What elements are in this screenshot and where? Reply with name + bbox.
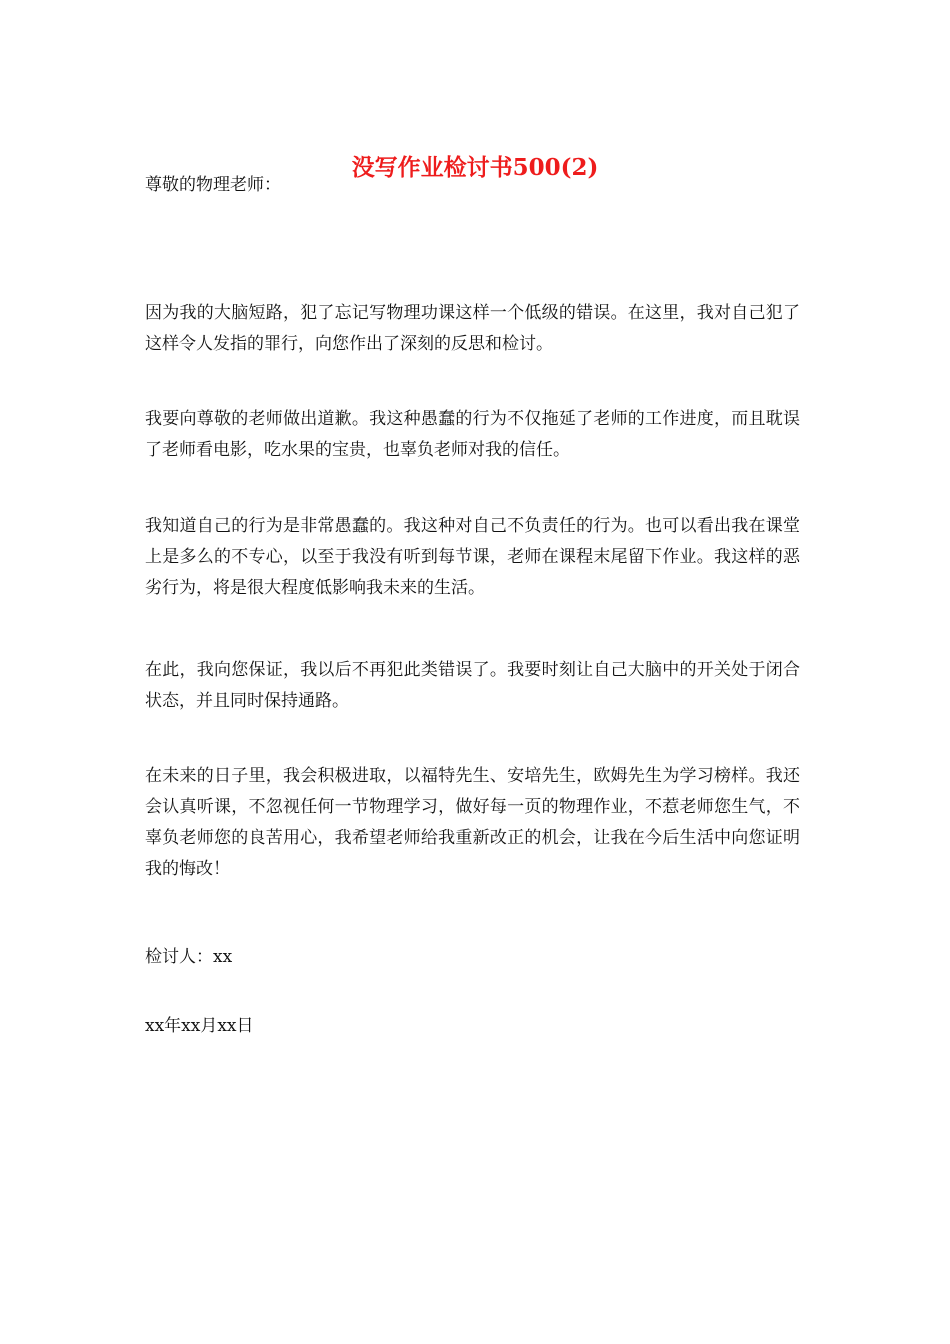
document-title: 没写作业检讨书500(2) [351,154,599,181]
paragraph-3: 我知道自己的行为是非常愚蠢的。我这种对自己不负责任的行为。也可以看出我在课堂上是多么的不专心，以至于我没有听到每节课，老师在课程末尾留下作业。我这样的恶劣行为，将是很大程度低影响我未来的生活。 [145,516,800,598]
salutation: 尊敬的物理老师： [145,175,281,195]
paragraph-5: 在未来的日子里，我会积极进取，以福特先生、安培先生，欧姆先生为学习榜样。我还会认真听课，不忽视任何一节物理学习，做好每一页的物理作业，不惹老师您生气，不辜负老师您的良苦用心，我希望老师给我重新改正的机会，让我在今后生活中向您证明我的悔改！ [145,766,800,879]
paragraph-4: 在此，我向您保证，我以后不再犯此类错误了。我要时刻让自己大脑中的开关处于闭合状态，并且同时保持通路。 [145,660,800,711]
paragraph-1: 因为我的大脑短路，犯了忘记写物理功课这样一个低级的错误。在这里，我对自己犯了这样令人发指的罪行，向您作出了深刻的反思和检讨。 [145,303,800,354]
signer-line: 检讨人：xx [145,947,233,967]
paragraph-2: 我要向尊敬的老师做出道歉。我这种愚蠢的行为不仅拖延了老师的工作进度，而且耽误了老师看电影，吃水果的宝贵，也辜负老师对我的信任。 [145,409,800,460]
date-line: xx年xx月xx日 [145,1016,254,1036]
